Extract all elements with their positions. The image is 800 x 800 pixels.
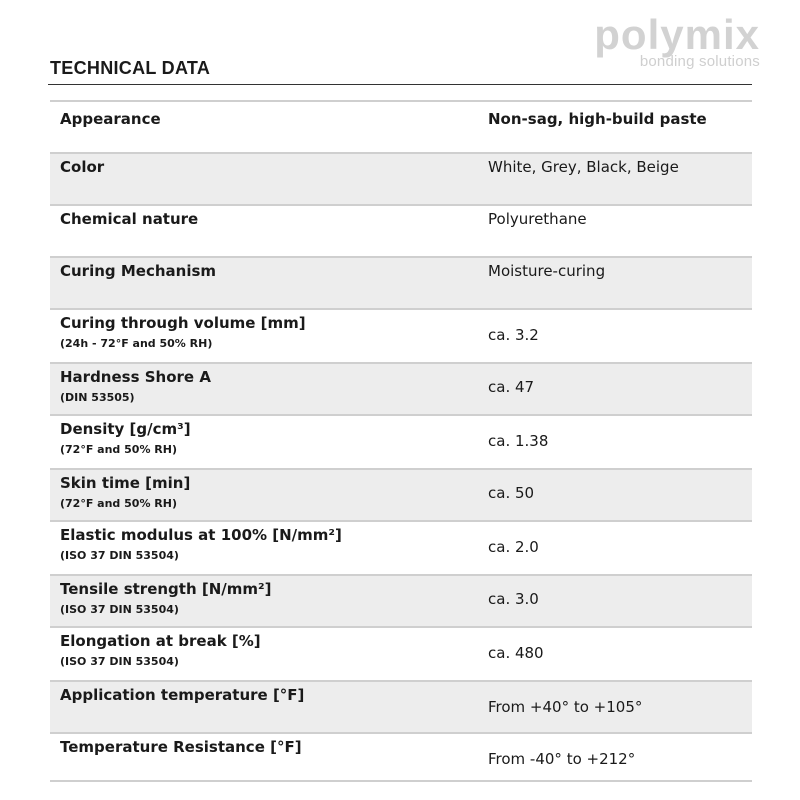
row-value: Polyurethane xyxy=(488,210,587,228)
row-label-cell xyxy=(60,262,216,280)
row-value: ca. 3.2 xyxy=(488,326,539,344)
table-row xyxy=(50,414,752,468)
row-value: ca. 2.0 xyxy=(488,538,539,556)
table-row xyxy=(50,732,752,782)
brand-logo xyxy=(560,11,760,70)
row-value: Non-sag, high-build paste xyxy=(488,110,707,128)
row-value: ca. 1.38 xyxy=(488,432,549,450)
table-row xyxy=(50,204,752,256)
row-label: Elastic modulus at 100% [N/mm²] xyxy=(60,526,342,544)
row-value: ca. 50 xyxy=(488,484,535,502)
row-sublabel: (72°F and 50% RH) xyxy=(60,443,177,456)
row-value: From -40° to +212° xyxy=(488,750,636,768)
row-label-cell xyxy=(60,110,161,128)
table-row xyxy=(50,100,752,152)
title-divider xyxy=(48,84,752,85)
row-value: ca. 47 xyxy=(488,378,535,396)
row-label-cell xyxy=(60,210,198,228)
row-label: Application temperature [°F] xyxy=(60,686,305,704)
row-label: Elongation at break [%] xyxy=(60,632,261,650)
row-label: Skin time [min] xyxy=(60,474,191,492)
section-title: TECHNICAL DATA xyxy=(50,58,211,78)
table-row xyxy=(50,256,752,308)
table-row xyxy=(50,308,752,362)
row-value: ca. 480 xyxy=(488,644,544,662)
row-sublabel: (ISO 37 DIN 53504) xyxy=(60,603,179,616)
row-label-cell xyxy=(60,580,271,616)
row-sublabel: (DIN 53505) xyxy=(60,391,135,404)
table-row xyxy=(50,520,752,574)
row-label: Curing through volume [mm] xyxy=(60,314,306,332)
row-label: Chemical nature xyxy=(60,210,199,228)
row-label: Temperature Resistance [°F] xyxy=(60,738,302,756)
row-sublabel: (ISO 37 DIN 53504) xyxy=(60,655,179,668)
table-row xyxy=(50,468,752,520)
row-label-cell xyxy=(60,420,191,456)
row-label: Tensile strength [N/mm²] xyxy=(60,580,272,598)
row-value: From +40° to +105° xyxy=(488,698,643,716)
row-label: Curing Mechanism xyxy=(60,262,217,280)
row-label: Hardness Shore A xyxy=(60,368,211,386)
row-label-cell xyxy=(60,686,304,704)
row-sublabel: (72°F and 50% RH) xyxy=(60,497,177,510)
row-label-cell xyxy=(60,738,302,756)
row-value: ca. 3.0 xyxy=(488,590,539,608)
row-value: White, Grey, Black, Beige xyxy=(488,158,679,176)
brand-name: polymix xyxy=(594,11,760,58)
technical-data-table xyxy=(50,100,752,782)
row-label: Density [g/cm³] xyxy=(60,420,191,438)
brand-tagline: bonding solutions xyxy=(639,53,760,70)
row-label-cell xyxy=(60,368,211,404)
row-sublabel: (24h - 72°F and 50% RH) xyxy=(60,337,213,350)
table-row xyxy=(50,362,752,414)
table-row xyxy=(50,680,752,732)
row-label-cell xyxy=(60,474,190,510)
row-label-cell xyxy=(60,632,261,668)
row-label-cell xyxy=(60,158,104,176)
row-label: Appearance xyxy=(60,110,161,128)
row-value: Moisture-curing xyxy=(488,262,606,280)
table-row xyxy=(50,152,752,204)
table-row xyxy=(50,574,752,626)
row-sublabel: (ISO 37 DIN 53504) xyxy=(60,549,179,562)
table-row xyxy=(50,626,752,680)
row-label-cell xyxy=(60,314,306,350)
row-label: Color xyxy=(60,158,105,176)
row-label-cell xyxy=(60,526,342,562)
